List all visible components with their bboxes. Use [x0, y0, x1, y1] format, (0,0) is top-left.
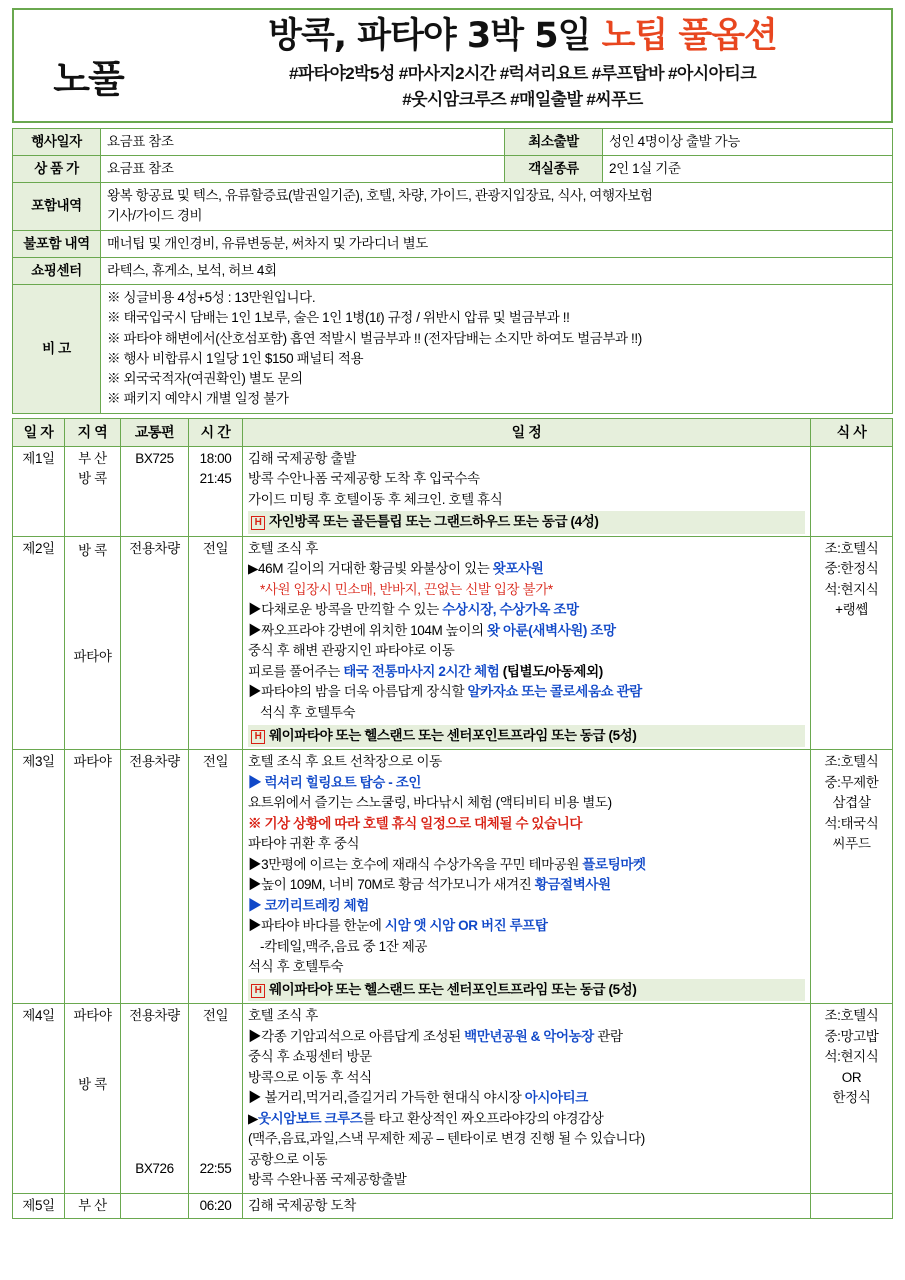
transport-line: BX726 — [135, 1160, 174, 1176]
highlight-text: 왓포사원 — [492, 561, 544, 577]
meal-line: 석:현지식 — [824, 581, 879, 597]
header-transport: 교통편 — [121, 418, 189, 446]
included-line-2: 기사/가이드 경비 — [107, 208, 203, 224]
highlight-text: 시암 앳 시암 OR 버진 루프탑 — [384, 918, 548, 934]
meal-cell — [811, 1004, 893, 1194]
header-day: 일 자 — [13, 418, 65, 446]
plan-line: ▶ 럭셔리 힐링요트 탑승 - 조인 — [248, 774, 422, 790]
highlight-text: 웃시암보트 크루즈 — [257, 1110, 363, 1126]
transport-line: 전용차량 — [129, 1008, 180, 1024]
plan-line: -칵테일,맥주,음료 중 1잔 제공 — [260, 938, 428, 954]
plan-cell — [243, 1004, 811, 1194]
plan-line: 호텔 조식 후 — [248, 1008, 318, 1024]
note-line: ※ 외국국적자(여권확인) 별도 문의 — [107, 371, 303, 387]
info-row-price — [13, 155, 893, 182]
time-cell: 전일 — [189, 750, 243, 1004]
hotel-icon: H — [251, 516, 265, 530]
meal-line: 중:한정식 — [824, 561, 879, 577]
info-row-notes — [13, 285, 893, 414]
header-meal: 식 사 — [811, 418, 893, 446]
itinerary-header-row — [13, 418, 893, 446]
highlight-text: 수상시장, 수상가옥 조망 — [442, 602, 579, 618]
meal-line: +랭쎕 — [835, 602, 868, 618]
plan-line: 파타야 귀환 후 중식 — [248, 836, 360, 852]
info-label-min-departure: 최소출발 — [505, 128, 603, 155]
plan-line: 석식 후 호텔투숙 — [248, 959, 344, 975]
transport-cell — [121, 1004, 189, 1194]
plan-line-highlight: ▶파타야 바다를 한눈에 시암 앳 시암 OR 버진 루프탑 — [248, 918, 548, 934]
document-header — [12, 8, 893, 123]
plan-line-highlight: ▶높이 109M, 너비 70M로 황금 석가모니가 새겨진 황금절벽사원 — [248, 877, 611, 893]
area-line: 파타야 — [73, 649, 112, 665]
day-label: 제4일 — [13, 1004, 65, 1194]
meal-line: 한정식 — [832, 1090, 871, 1106]
tagline-line-1: #파타야2박5성 #마사지2시간 #럭셔리요트 #루프탑바 #아시아티크 — [288, 64, 757, 84]
area-cell: 파타야 — [65, 750, 121, 1004]
plan-line: ▶ 코끼리트레킹 체험 — [248, 897, 369, 913]
plan-line: 호텔 조식 후 — [248, 540, 318, 556]
product-info-table — [12, 128, 893, 414]
table-row — [13, 446, 893, 536]
plan-line: 중식 후 해변 관광지인 파타야로 이동 — [248, 643, 455, 659]
hotel-line — [248, 979, 805, 1002]
hotel-icon: H — [251, 730, 265, 744]
highlight-text: 아시아티크 — [524, 1090, 588, 1106]
plan-line: *사원 입장시 민소매, 반바지, 끈없는 신발 입장 불가* — [260, 581, 553, 597]
info-label-date: 행사일자 — [13, 128, 101, 155]
plan-line: 방콕 수완나폼 국제공항출발 — [248, 1172, 407, 1188]
info-label-included: 포함내역 — [13, 183, 101, 231]
day-label: 제3일 — [13, 750, 65, 1004]
plan-line: 중식 후 쇼핑센터 방문 — [248, 1049, 372, 1065]
info-row-shopping — [13, 257, 893, 284]
header-plan: 일 정 — [243, 418, 811, 446]
meal-line: OR — [841, 1069, 862, 1085]
highlight-text: 왓 아룬(새벽사원) 조망 — [487, 622, 616, 638]
note-line: ※ 패키지 예약시 개별 일정 불가 — [107, 391, 289, 407]
plan-line: 가이드 미팅 후 호텔이동 후 체크인. 호텔 휴식 — [248, 491, 503, 507]
plan-cell — [243, 750, 811, 1004]
meal-line: 석:현지식 — [824, 1049, 879, 1065]
transport-cell: BX725 — [121, 446, 189, 536]
time-cell — [189, 446, 243, 536]
hotel-text: 웨이파타야 또는 헬스랜드 또는 센터포인트프라임 또는 동급 (5성) — [269, 727, 637, 743]
highlight-text: 플로팅마켓 — [582, 856, 646, 872]
info-label-shopping: 쇼핑센터 — [13, 257, 101, 284]
plan-line-highlight: ▶웃시암보트 크루즈를 타고 환상적인 짜오프라야강의 야경감상 — [248, 1110, 604, 1126]
meal-line: 조:호텔식 — [824, 1008, 879, 1024]
info-label-price: 상 품 가 — [13, 155, 101, 182]
time-line: 전일 — [202, 1008, 229, 1024]
area-cell — [65, 1004, 121, 1194]
transport-cell — [121, 1193, 189, 1219]
plan-line: 석식 후 호텔투숙 — [260, 704, 356, 720]
transport-cell: 전용차량 — [121, 536, 189, 749]
meal-line: 석:태국식 — [824, 815, 879, 831]
company-logo: 노풀 — [53, 56, 123, 101]
plan-line-highlight: ▶짜오프라야 강변에 위치한 104M 높이의 왓 아룬(새벽사원) 조망 — [248, 622, 616, 638]
plan-line: ※ 기상 상황에 따라 호텔 휴식 일정으로 대체될 수 있습니다 — [248, 815, 582, 831]
plan-line-highlight: ▶각종 기암괴석으로 아름답게 조성된 백만년공원 & 악어농장 관람 — [248, 1028, 623, 1044]
hotel-line — [248, 511, 805, 534]
main-title-black: 방콕, 파타야 3박 5일 — [268, 16, 602, 56]
meal-cell — [811, 536, 893, 749]
note-line: ※ 행사 비합류시 1일당 1인 $150 패널티 적용 — [107, 350, 364, 366]
plan-line: (맥주,음료,과일,스낵 무제한 제공 – 텐타이로 변경 진행 될 수 있습니다) — [248, 1131, 645, 1147]
area-cell — [65, 446, 121, 536]
info-value-date: 요금표 참조 — [101, 128, 505, 155]
table-row — [13, 750, 893, 1004]
header-titles — [158, 16, 887, 113]
itinerary-table — [12, 418, 893, 1220]
meal-line: 조:호텔식 — [824, 754, 879, 770]
note-line: ※ 파타야 해변에서(산호섬포함) 흡연 적발시 벌금부과 !! (전자담배는 소지만 하여도 벌금부과 !!) — [107, 330, 642, 346]
meal-line: 중:무제한 — [824, 774, 879, 790]
info-value-price: 요금표 참조 — [101, 155, 505, 182]
plan-line: 공항으로 이동 — [248, 1151, 328, 1167]
day-label: 제1일 — [13, 446, 65, 536]
table-row — [13, 536, 893, 749]
hotel-line — [248, 725, 805, 748]
highlight-text: 알카자쇼 또는 콜로세움쇼 관람 — [467, 684, 642, 700]
hotel-icon: H — [251, 984, 265, 998]
area-line: 방 콕 — [78, 1076, 107, 1092]
info-value-min-departure: 성인 4명이상 출발 가능 — [603, 128, 893, 155]
plan-line-highlight: 피로를 풀어주는 태국 전통마사지 2시간 체험 (팁별도/아동제외) — [248, 663, 603, 679]
info-value-included — [101, 183, 893, 231]
info-row-included — [13, 183, 893, 231]
info-value-shopping: 라텍스, 휴게소, 보석, 허브 4회 — [101, 257, 893, 284]
header-time: 시 간 — [189, 418, 243, 446]
info-value-excluded: 매너팁 및 개인경비, 유류변동분, 써차지 및 가라디너 별도 — [101, 230, 893, 257]
header-area: 지 역 — [65, 418, 121, 446]
meal-line: 씨푸드 — [832, 836, 871, 852]
info-value-notes — [101, 285, 893, 414]
tagline-line-2: #웃시암크루즈 #매일출발 #씨푸드 — [402, 89, 643, 109]
meal-line: 삼겹살 — [832, 795, 871, 811]
area-cell: 부 산 — [65, 1193, 121, 1219]
area-line: 파타야 — [73, 1008, 112, 1024]
plan-line: 방콕 수안나폼 국제공항 도착 후 입국수속 — [248, 471, 480, 487]
area-line: 방 콕 — [78, 471, 107, 487]
area-line: 부 산 — [78, 450, 107, 466]
meal-line: 조:호텔식 — [824, 540, 879, 556]
plan-line: 요트위에서 즐기는 스노쿨링, 바다낚시 체험 (액티비티 비용 별도) — [248, 795, 612, 811]
info-value-room-type: 2인 1실 기준 — [603, 155, 893, 182]
time-line: 21:45 — [199, 471, 232, 487]
meal-cell — [811, 750, 893, 1004]
info-label-notes: 비 고 — [13, 285, 101, 414]
info-label-excluded: 불포함 내역 — [13, 230, 101, 257]
time-cell: 06:20 — [189, 1193, 243, 1219]
plan-cell — [243, 536, 811, 749]
highlight-text: 황금절벽사원 — [534, 877, 611, 893]
table-row — [13, 1193, 893, 1219]
plan-line: 방콕으로 이동 후 석식 — [248, 1069, 372, 1085]
meal-cell — [811, 1193, 893, 1219]
time-line: 22:55 — [199, 1160, 232, 1176]
transport-cell: 전용차량 — [121, 750, 189, 1004]
main-title — [158, 16, 887, 56]
area-cell — [65, 536, 121, 749]
info-row-excluded — [13, 230, 893, 257]
note-line: ※ 태국입국시 담배는 1인 1보루, 술은 1인 1병(1ℓ) 규정 / 위반시 압류 및 벌금부과 !! — [107, 310, 570, 326]
plan-line-highlight: ▶ 볼거리,먹거리,즐길거리 가득한 현대식 야시장 아시아티크 — [248, 1090, 588, 1106]
time-cell — [189, 1004, 243, 1194]
meal-cell — [811, 446, 893, 536]
included-line-1: 왕복 항공료 및 텍스, 유류할증료(발권일기준), 호텔, 차량, 가이드, 관광지입장료, 식사, 여행자보험 — [107, 188, 653, 204]
day-label: 제5일 — [13, 1193, 65, 1219]
plan-cell — [243, 446, 811, 536]
note-line: ※ 싱글비용 4성+5성 : 13만원입니다. — [107, 290, 316, 306]
area-line: 방 콕 — [78, 542, 107, 558]
hotel-text: 웨이파타야 또는 헬스랜드 또는 센터포인트프라임 또는 동급 (5성) — [269, 981, 637, 997]
plan-note: (팁별도/아동제외) — [502, 663, 603, 679]
plan-line-highlight: ▶3만평에 이르는 호수에 재래식 수상가옥을 꾸민 테마공원 플로팅마켓 — [248, 856, 646, 872]
plan-cell: 김해 국제공항 도착 — [243, 1193, 811, 1219]
time-line: 18:00 — [199, 450, 232, 466]
table-row — [13, 1004, 893, 1194]
info-row-date — [13, 128, 893, 155]
plan-line-highlight: ▶46M 길이의 거대한 황금빛 와불상이 있는 왓포사원 — [248, 561, 544, 577]
hotel-text: 자인방콕 또는 골든틀립 또는 그랜드하우드 또는 동급 (4성) — [269, 514, 599, 530]
day-label: 제2일 — [13, 536, 65, 749]
highlight-text: 태국 전통마사지 2시간 체험 — [343, 663, 500, 679]
plan-line-highlight: ▶파타야의 밤을 더욱 아름답게 장식할 알카자쇼 또는 콜로세움쇼 관람 — [248, 684, 642, 700]
plan-line: 호텔 조식 후 요트 선착장으로 이동 — [248, 754, 442, 770]
meal-line: 중:망고밥 — [824, 1028, 879, 1044]
highlight-text: 백만년공원 & 악어농장 — [464, 1028, 594, 1044]
plan-line-highlight: ▶다채로운 방콕을 만끽할 수 있는 수상시장, 수상가옥 조망 — [248, 602, 579, 618]
time-cell: 전일 — [189, 536, 243, 749]
main-title-red: 노팁 풀옵션 — [601, 16, 777, 56]
info-label-room-type: 객실종류 — [505, 155, 603, 182]
plan-line: 김해 국제공항 출발 — [248, 450, 356, 466]
